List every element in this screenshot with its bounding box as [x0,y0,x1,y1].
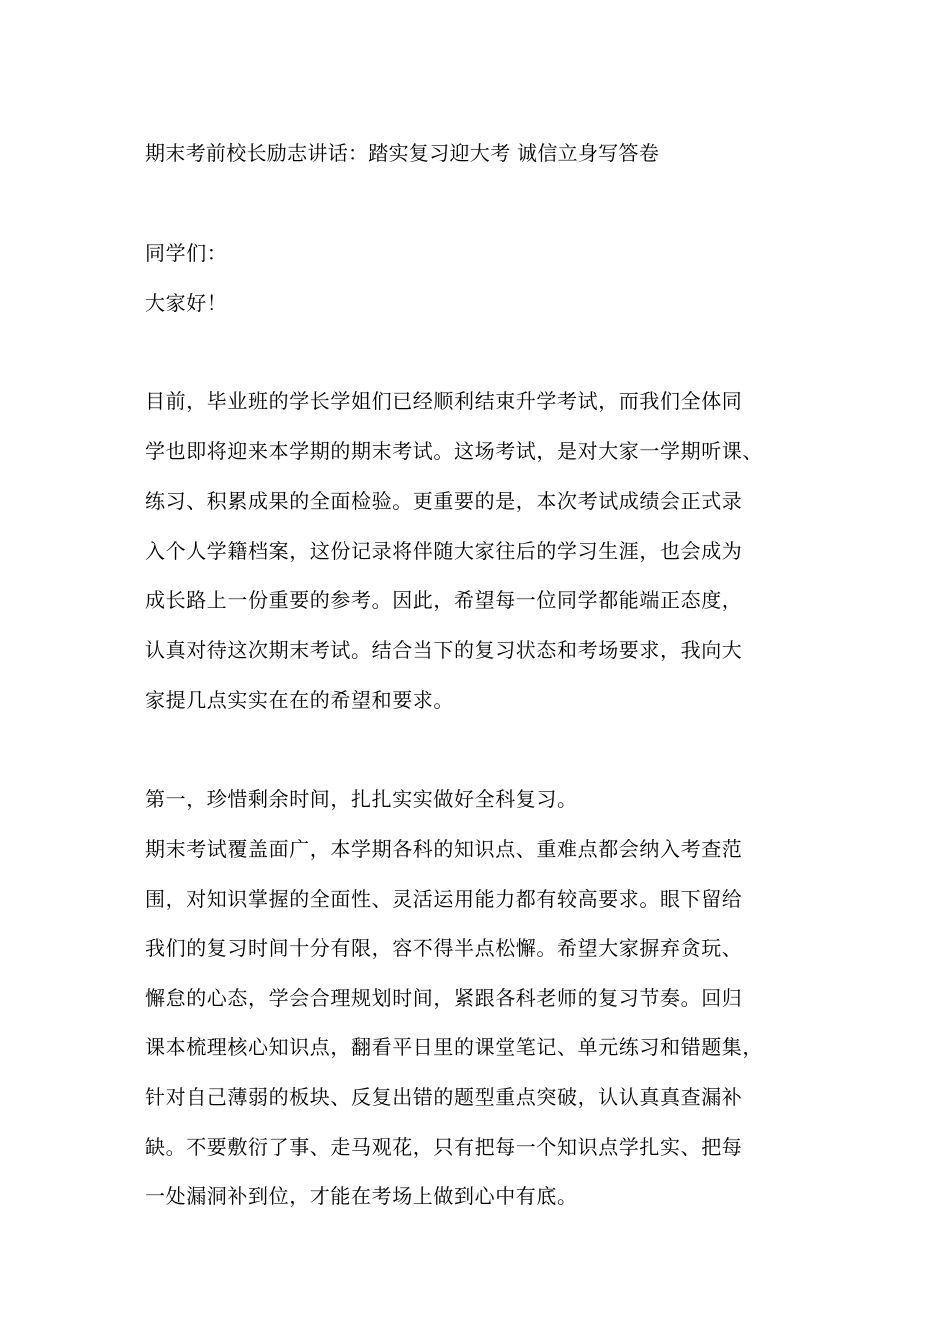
hello-line: 大家好！ [145,291,228,315]
intro-line: 入个人学籍档案，这份记录将伴随大家往后的学习生涯，也会成为 [145,539,743,563]
section1-line: 一处漏洞补到位，才能在考场上做到心中有底。 [145,1184,578,1208]
section1-heading: 第一，珍惜剩余时间，扎扎实实做好全科复习。 [145,787,578,811]
section1-line: 期末考试覆盖面广，本学期各科的知识点、重难点都会纳入考查范 [145,837,743,861]
section1-line: 缺。不要敷衍了事、走马观花，只有把每一个知识点学扎实、把每 [145,1135,743,1159]
intro-line: 目前，毕业班的学长学姐们已经顺利结束升学考试，而我们全体同 [145,389,743,413]
greeting-line: 同学们： [145,241,228,265]
section1-line: 针对自己薄弱的板块、反复出错的题型重点突破，认认真真查漏补 [145,1085,743,1109]
intro-line: 学也即将迎来本学期的期末考试。这场考试，是对大家一学期听课、 [145,439,763,463]
section1-line: 课本梳理核心知识点，翻看平日里的课堂笔记、单元练习和错题集， [145,1035,763,1059]
section1-line: 围，对知识掌握的全面性、灵活运用能力都有较高要求。眼下留给 [145,887,743,911]
intro-line: 成长路上一份重要的参考。因此，希望每一位同学都能端正态度， [145,588,743,612]
section1-line: 我们的复习时间十分有限，容不得半点松懈。希望大家摒弃贪玩、 [145,936,743,960]
intro-line: 认真对待这次期末考试。结合当下的复习状态和考场要求，我向大 [145,638,743,662]
intro-line: 练习、积累成果的全面检验。更重要的是，本次考试成绩会正式录 [145,489,743,513]
intro-line: 家提几点实实在在的希望和要求。 [145,688,454,712]
section1-line: 懈怠的心态，学会合理规划时间，紧跟各科老师的复习节奏。回归 [145,986,743,1010]
document-title: 期末考前校长励志讲话：踏实复习迎大考 诚信立身写答卷 [145,141,660,165]
